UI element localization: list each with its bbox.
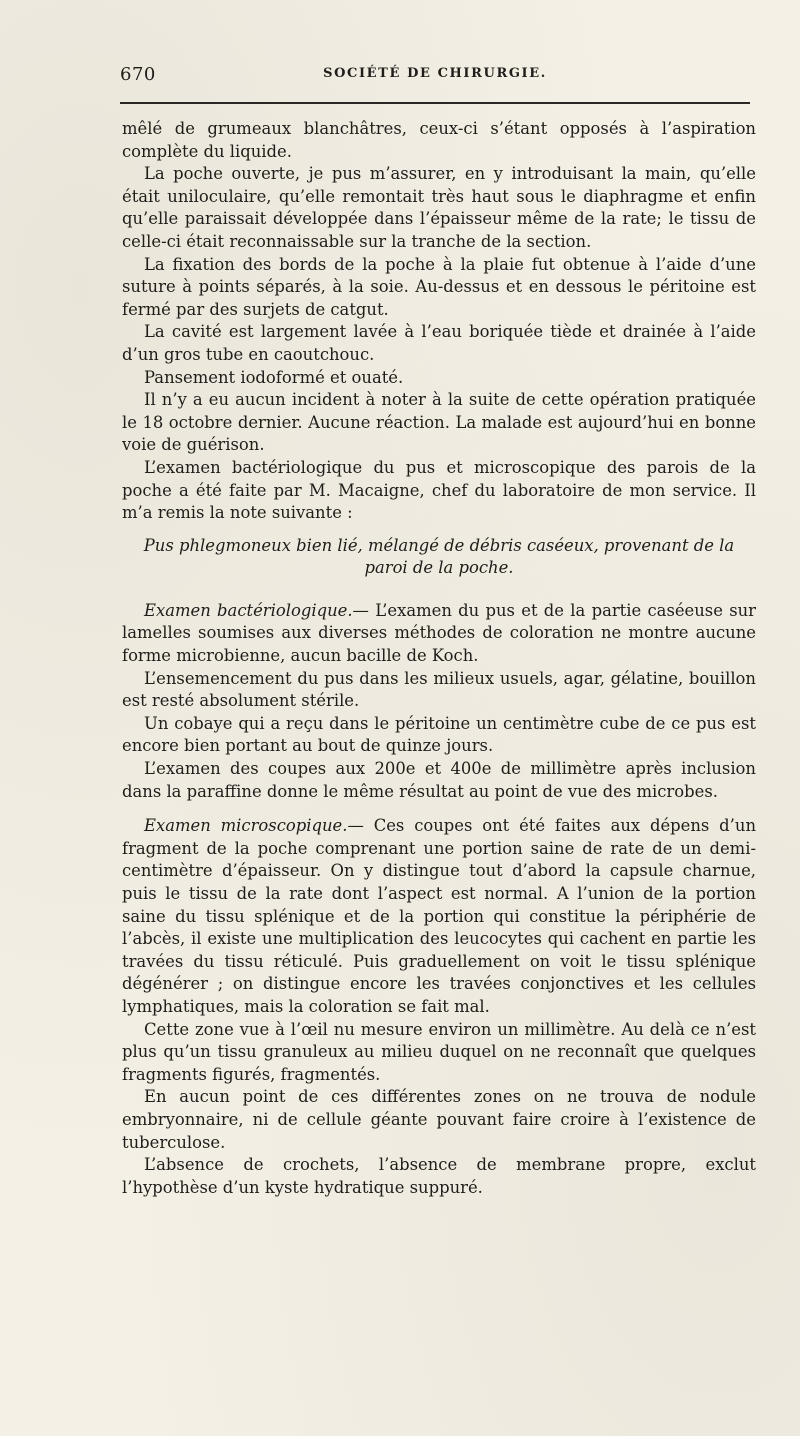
section-title-bacteriological: Examen bactériologique.: [144, 600, 353, 620]
paragraph: Cette zone vue à l’œil nu mesure environ un millimètre. Au delà ce n’est plus qu’un tissu granuleux au milieu duquel on ne reconnaît que quelques fragments figurés, fragmentés.: [122, 1019, 756, 1084]
bacteriological-lead-paragraph: [122, 600, 756, 668]
paragraph: L’absence de crochets, l’absence de membrane propre, exclut l’hypothèse d’un kyste hydratique suppuré.: [122, 1155, 756, 1197]
paragraph: La fixation des bords de la poche à la plaie fut obtenue à l’aide d’une suture à points séparés, à la soie. Au-dessus et en dessous le péritoine est fermé par des surjets de catgut.: [122, 254, 756, 319]
paragraph: L’examen des coupes aux 200e et 400e de millimètre après inclusion dans la paraffine donne le même résultat au point de vue des microbes.: [122, 759, 756, 801]
page-header: [120, 60, 750, 100]
body-text: [122, 118, 756, 1199]
paragraph: Pansement iodoformé et ouaté.: [144, 367, 404, 387]
paragraph: En aucun point de ces différentes zones on ne trouva de nodule embryonnaire, ni de cellule géante pouvant faire croire à l’existence de tuberculose.: [122, 1087, 756, 1152]
header-rule: [120, 102, 750, 104]
paragraph: Il n’y a eu aucun incident à noter à la suite de cette opération pratiquée le 18 octobre dernier. Aucune réaction. La malade est aujourd’hui en bonne voie de guérison.: [122, 390, 756, 455]
paragraph: La cavité est largement lavée à l’eau boriquée tiède et drainée à l’aide d’un gros tube en caoutchouc.: [122, 322, 756, 364]
microscopic-lead-paragraph: [122, 815, 756, 1018]
section-title-microscopic: Examen microscopique.: [144, 816, 348, 836]
bacteriological-lead-text: — L’examen du pus et de la partie caséeuse sur lamelles soumises aux diverses méthodes de coloration ne montre aucune forme microbienne, aucun bacille de Koch.: [122, 600, 757, 666]
paragraph-continuation: mêlé de grumeaux blanchâtres, ceux-ci s’étant opposés à l’aspiration complète du liquide.: [122, 119, 756, 161]
page-number: 670: [120, 64, 156, 85]
block-quote: Pus phlegmoneux bien lié, mélangé de débris caséeux, provenant de la paroi de la poche.: [143, 535, 735, 578]
paragraph: L’examen bactériologique du pus et microscopique des parois de la poche a été faite par M. Macaigne, chef du laboratoire de mon service. Il m’a remis la note suivante :: [122, 457, 756, 523]
paragraph: L’ensemencement du pus dans les milieux usuels, agar, gélatine, bouillon est resté absolument stérile.: [122, 668, 756, 711]
running-title: SOCIÉTÉ DE CHIRURGIE.: [323, 66, 547, 81]
microscopic-lead-text: — Ces coupes ont été faites aux dépens d’un fragment de la poche comprenant une portion saine de rate de un demi-centimètre d’épaisseur. On y distingue tout d’abord la capsule charnue, puis le tissu de la rate dont l’aspect est normal. A l’union de la portion saine du tissu splénique et de la portion qui constitue la périphérie de l’abcès, il existe une multiplication des leucocytes qui cachent en partie les travées du tissu réticulé. Puis graduellement on voit le tissu splénique dégénérer ; on distingue encore les travées conjonctives et les cellules lymphatiques, mais la coloration se fait mal.: [122, 816, 756, 1016]
paragraph: La poche ouverte, je pus m’assurer, en y introduisant la main, qu’elle était uniloculaire, qu’elle remontait très haut sous le diaphragme et enfin qu’elle paraissait développée dans l’épaisseur même de la rate; le tissu de celle-ci était reconnaissable sur la tranche de la section.: [122, 164, 756, 251]
paragraph: Un cobaye qui a reçu dans le péritoine un centimètre cube de ce pus est encore bien portant au bout de quinze jours.: [122, 713, 756, 756]
